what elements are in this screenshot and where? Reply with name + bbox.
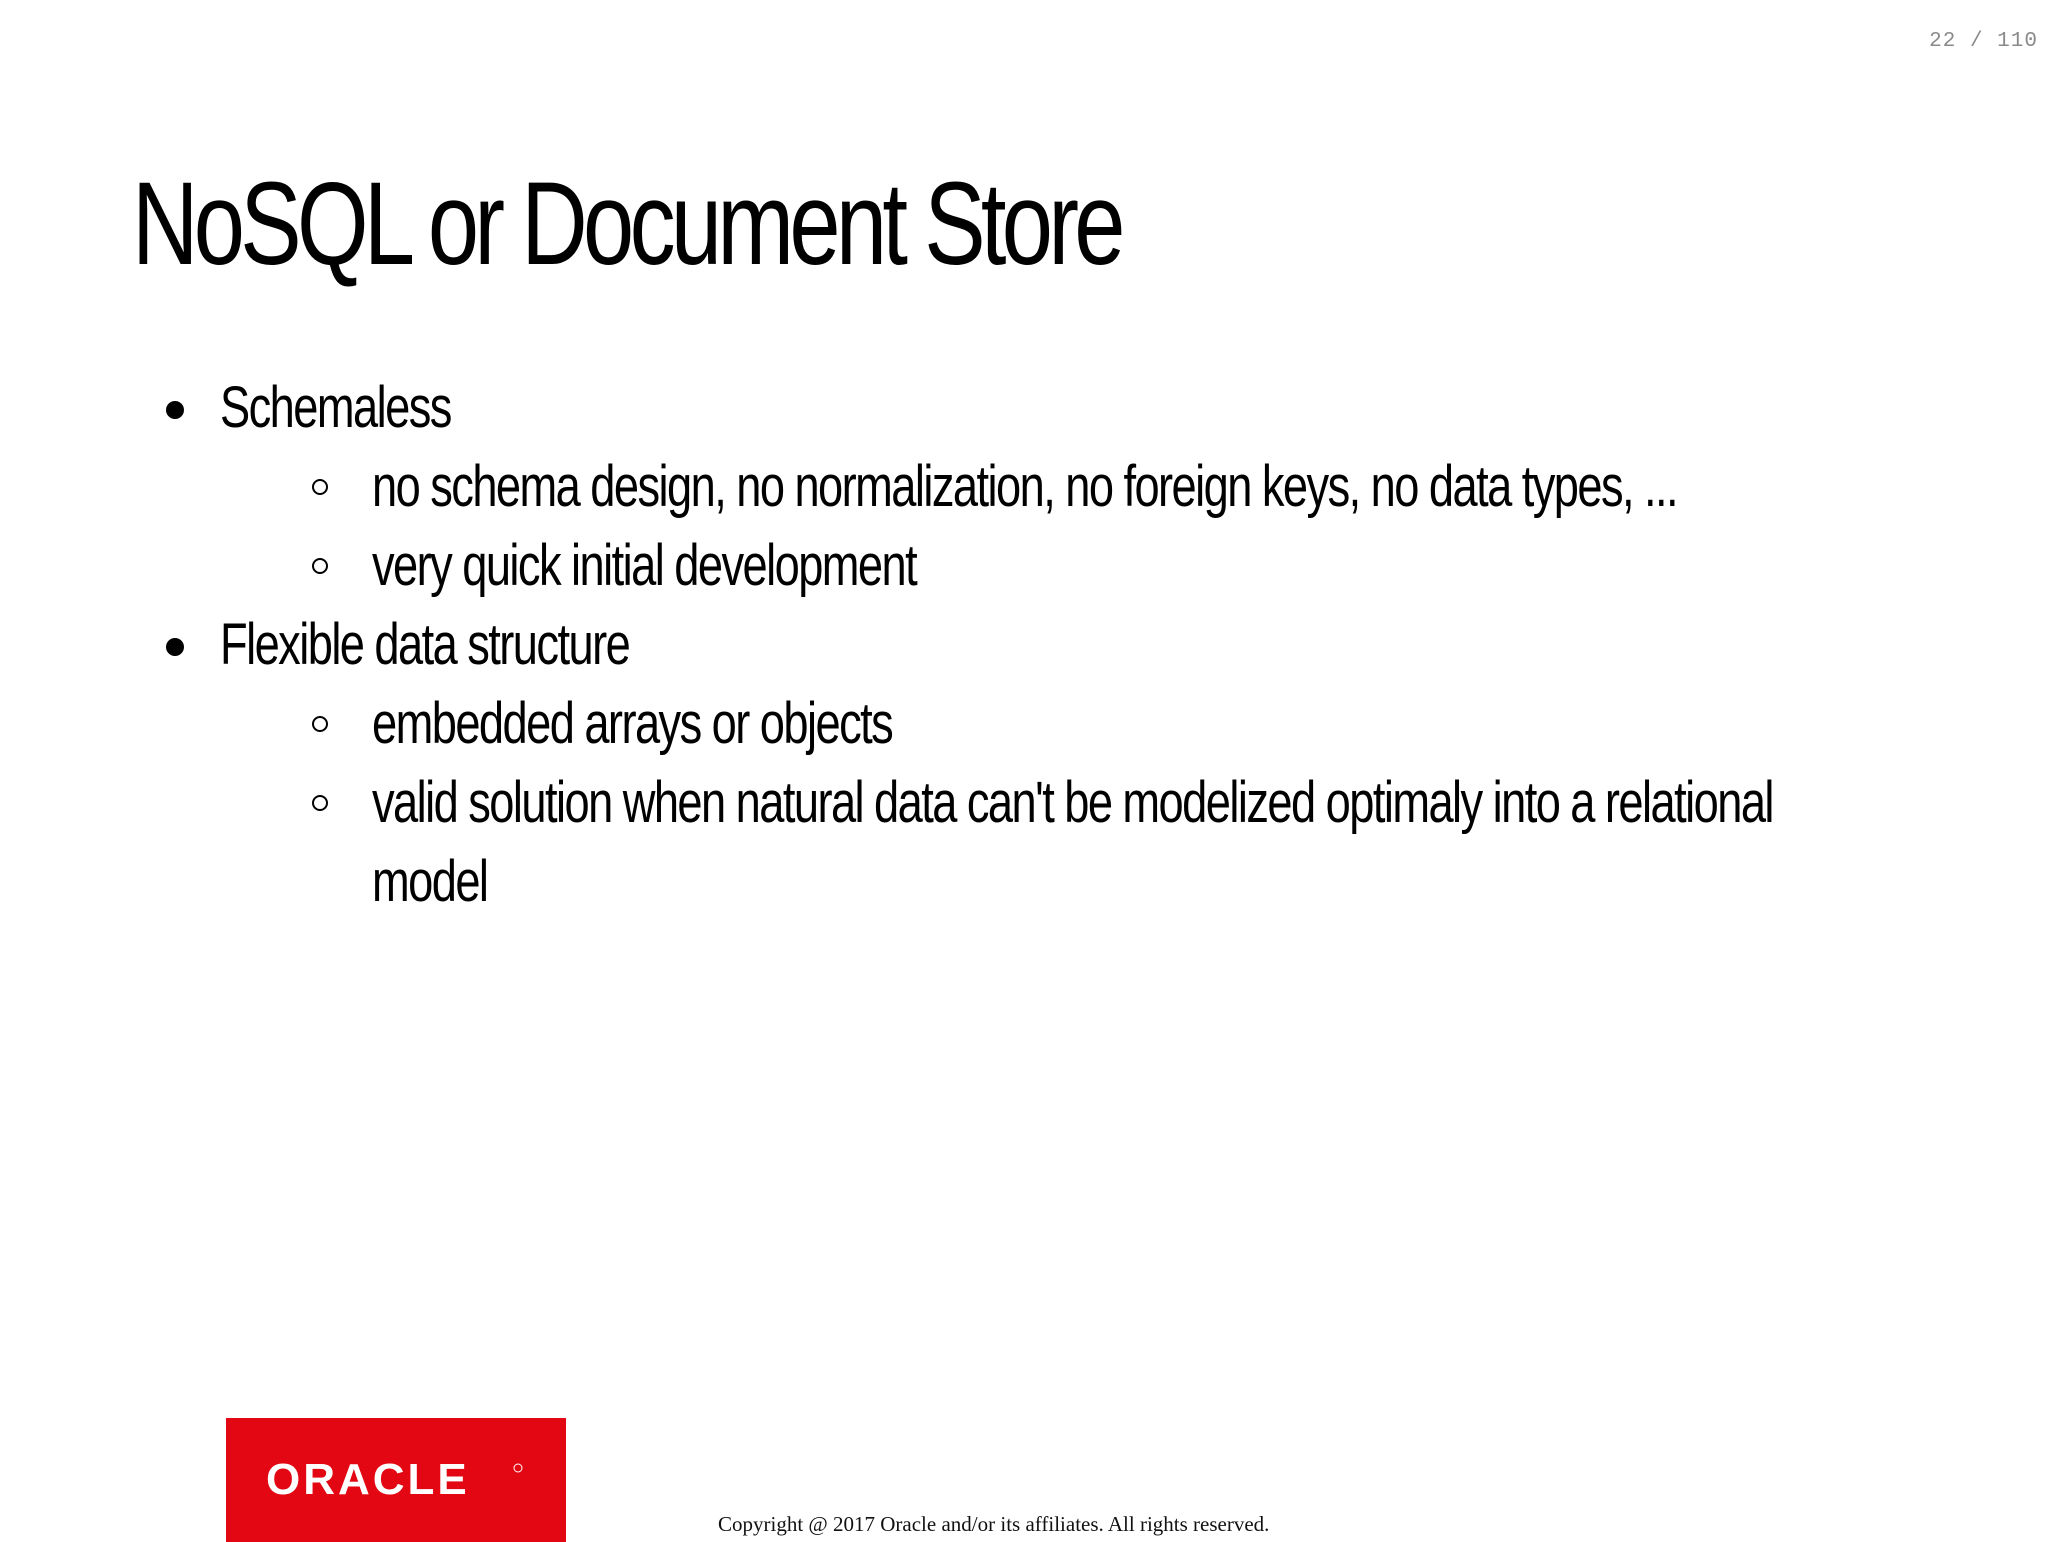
bullet-dot-icon (166, 638, 184, 656)
hollow-circle-icon (312, 716, 328, 732)
hollow-circle-icon (312, 795, 328, 811)
bullet-list (160, 368, 1880, 921)
bullet-text: Schemaless (220, 375, 451, 440)
bullet-item (160, 368, 1880, 605)
copyright-notice: Copyright @ 2017 Oracle and/or its affiliates. All rights reserved. (718, 1512, 1270, 1536)
sub-bullet-text: no schema design, no normalization, no foreign keys, no data types, ... (372, 454, 1678, 519)
hollow-circle-icon (312, 558, 328, 574)
sub-bullet-item (220, 447, 1880, 526)
bullet-dot-icon (166, 401, 184, 419)
sub-bullet-item (220, 763, 1880, 921)
sub-bullet-list (220, 447, 1880, 605)
page-counter: 22 / 110 (1929, 30, 2038, 53)
sub-bullet-text: very quick initial development (372, 533, 917, 598)
svg-text:ORACLE: ORACLE (266, 1458, 470, 1502)
sub-bullet-item (220, 684, 1880, 763)
oracle-wordmark-icon (266, 1458, 526, 1502)
hollow-circle-icon (312, 479, 328, 495)
sub-bullet-item (220, 526, 1880, 605)
sub-bullet-text-continuation: model (372, 849, 488, 914)
sub-bullet-text: embedded arrays or objects (372, 691, 893, 756)
bullet-item (160, 605, 1880, 921)
sub-bullet-list (220, 684, 1880, 921)
slide-title: NoSQL or Document Store (132, 158, 1121, 290)
oracle-logo (226, 1418, 566, 1542)
bullet-text: Flexible data structure (220, 612, 630, 677)
sub-bullet-text: valid solution when natural data can't be modelized optimaly into a relational (372, 770, 1773, 835)
